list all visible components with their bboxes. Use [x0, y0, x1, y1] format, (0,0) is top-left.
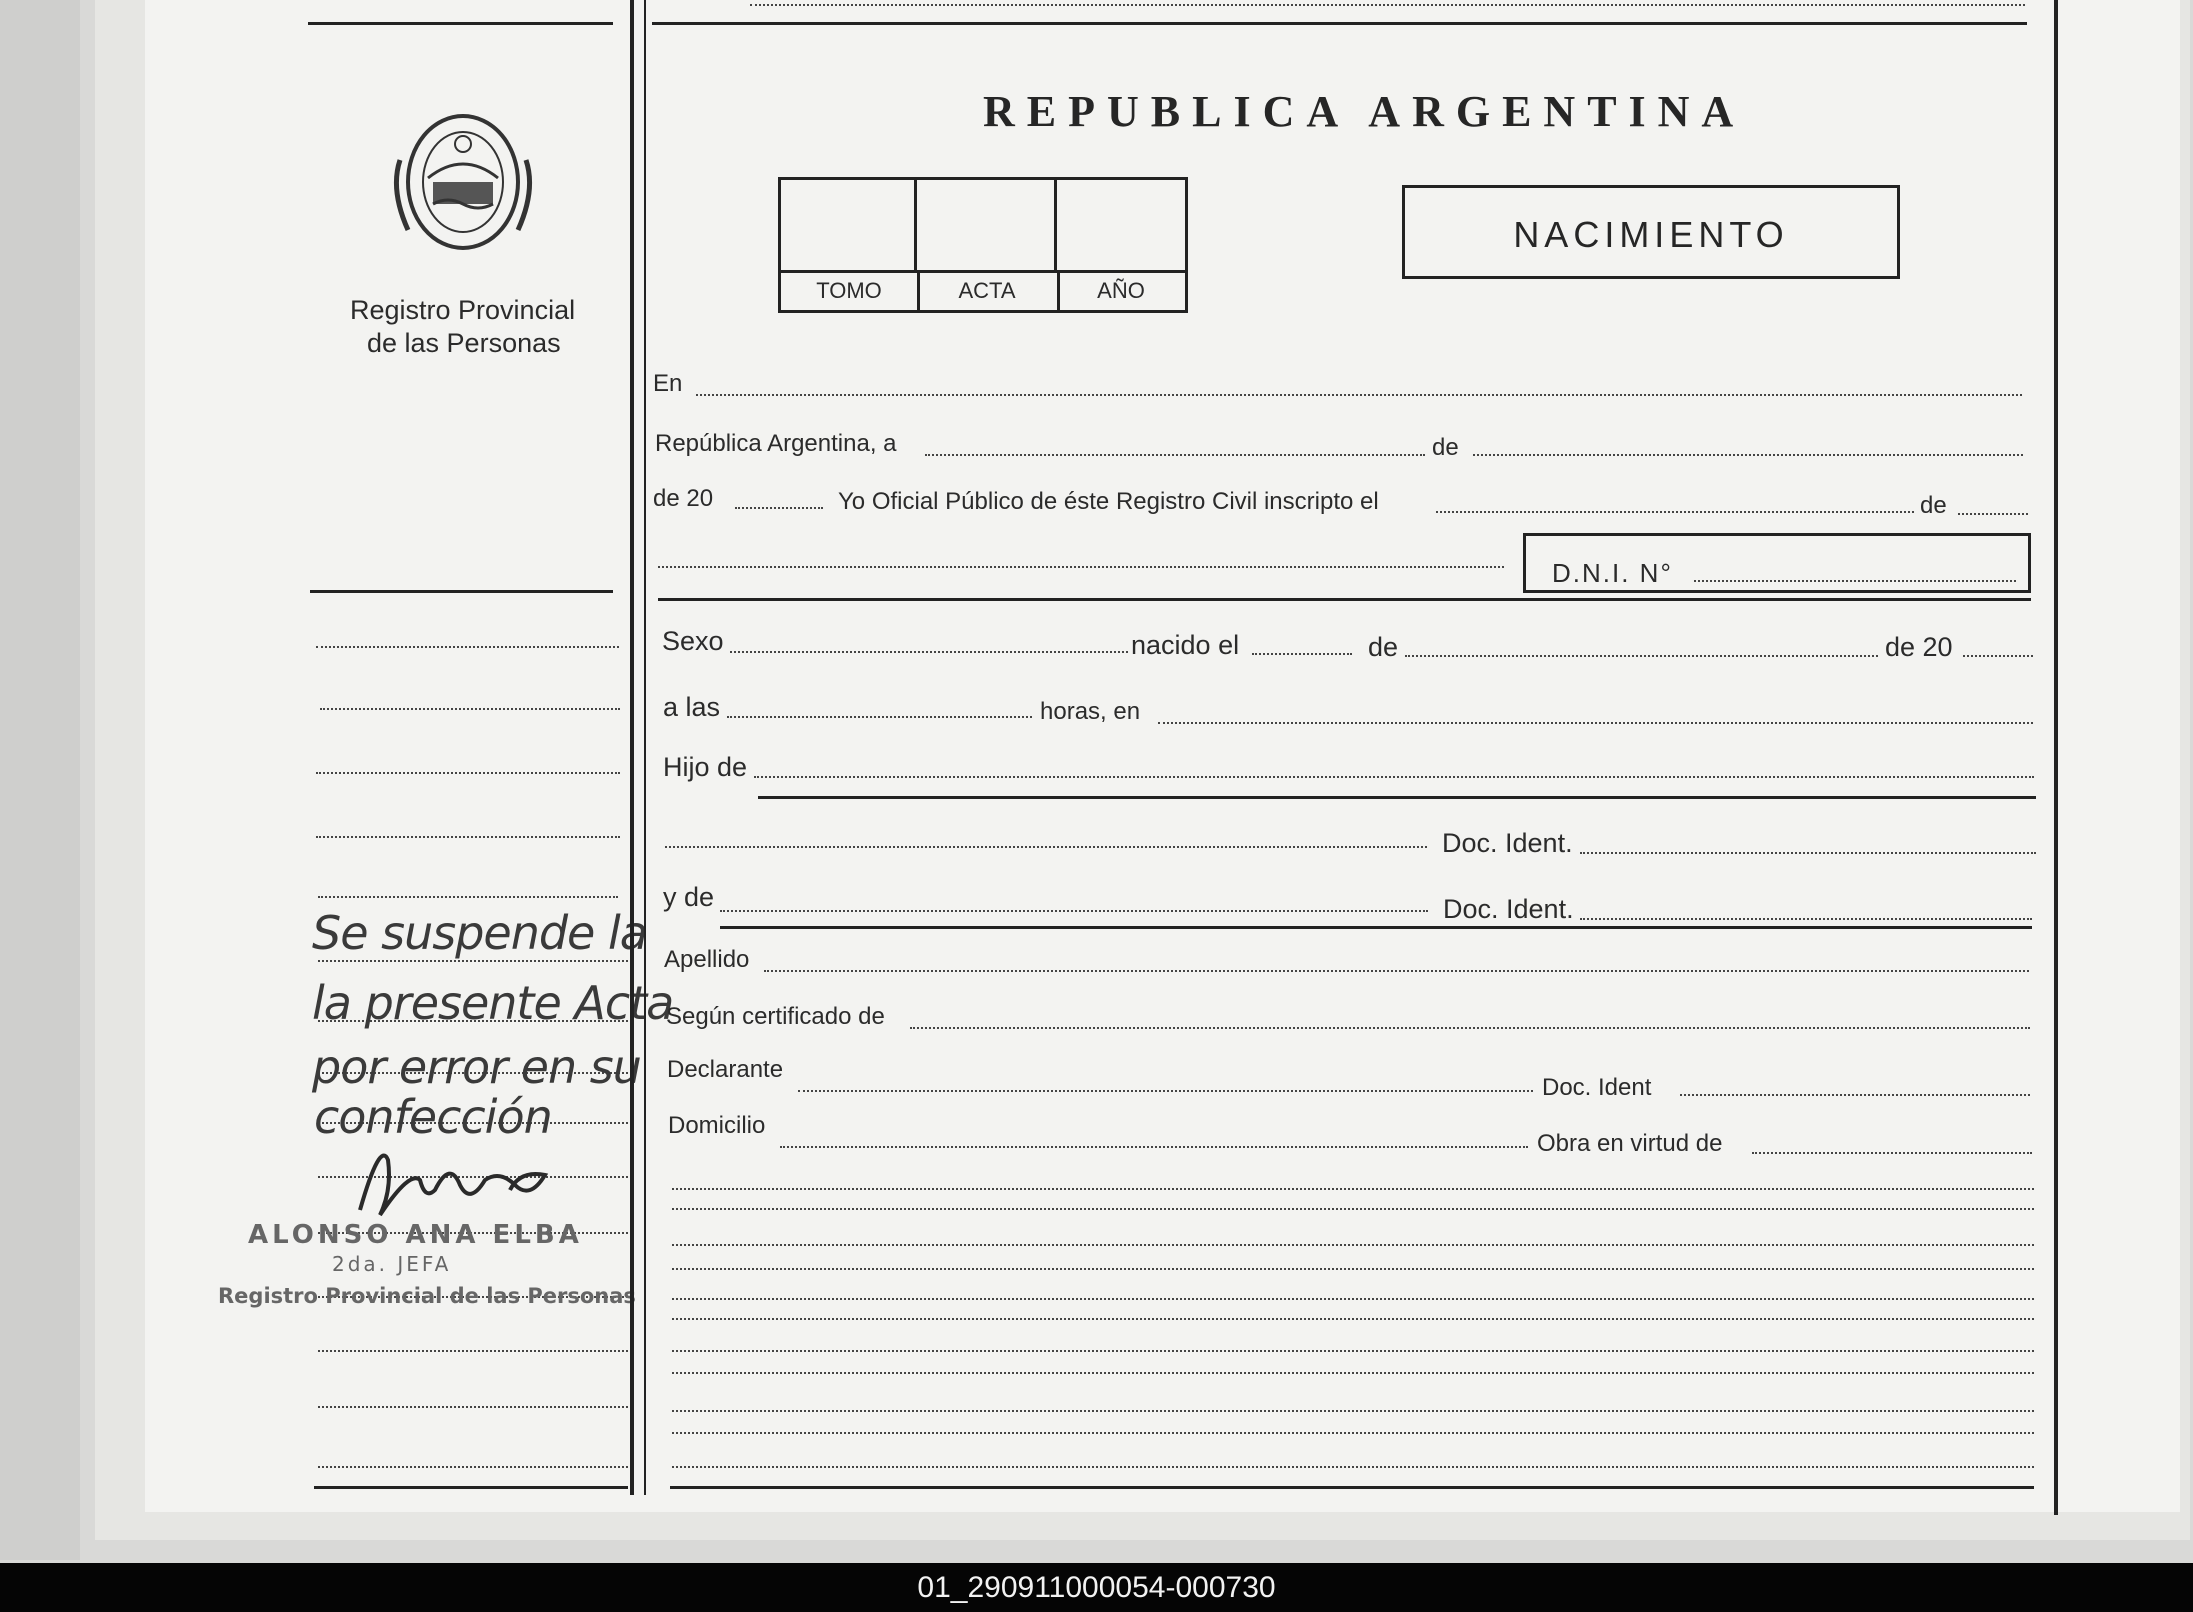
padre-field [754, 776, 2034, 778]
de-label: de [1432, 434, 1459, 461]
stamp-name: ALONSO ANA ELBA [248, 1220, 583, 1250]
day-field [925, 454, 1425, 456]
top-rule [652, 22, 2027, 25]
left-dotted-line [318, 1466, 628, 1468]
y-de-label: y de [663, 882, 715, 912]
dni-label: D.N.I. N° [1552, 558, 1673, 588]
de20-label-2: de 20 [1885, 632, 1953, 662]
blank-line [672, 1350, 2034, 1352]
declarante-doc-field [1680, 1094, 2030, 1096]
registry-caption-line2: de las Personas [367, 328, 561, 358]
obra-label: Obra en virtud de [1537, 1130, 1723, 1157]
handwritten-note-line1: Se suspende la [312, 906, 647, 960]
stamp-office: Registro Provincial de las Personas [218, 1284, 636, 1308]
left-bottom-rule [314, 1486, 628, 1489]
tomo-cell [781, 180, 917, 270]
left-dotted-line [318, 1350, 628, 1352]
registry-caption-line1: Registro Provincial [350, 295, 576, 325]
padre-rule [758, 796, 2036, 799]
blank-line [672, 1432, 2034, 1434]
sexo-label: Sexo [662, 626, 724, 656]
inscripto-field [1436, 511, 1914, 513]
blank-line [672, 1372, 2034, 1374]
left-dotted-line [318, 960, 628, 962]
signature [340, 1130, 560, 1230]
province-seal-icon [388, 100, 538, 270]
declarante-field [798, 1090, 1533, 1092]
horas-label: horas, en [1040, 698, 1141, 725]
domicilio-field [780, 1146, 1528, 1148]
column-divider-inner [644, 0, 646, 1495]
column-divider [630, 0, 634, 1495]
document-title: REPUBLICA ARGENTINA [983, 87, 1746, 136]
left-dotted-line [316, 646, 619, 648]
oficial-name-field [658, 566, 1504, 568]
de-label-2: de [1920, 492, 1947, 519]
bottom-rule [670, 1486, 2034, 1489]
nacido-day-field [1252, 653, 1352, 655]
en-label: En [653, 370, 683, 397]
a-las-label: a las [663, 692, 721, 722]
tomo-acta-ano-table [778, 177, 1188, 313]
apellido-label: Apellido [664, 946, 750, 973]
right-border [2054, 0, 2058, 1515]
madre-field [720, 910, 1428, 912]
ano-label: AÑO [1097, 278, 1145, 303]
blank-line [672, 1188, 2034, 1190]
blank-line [672, 1244, 2034, 1246]
domicilio-label: Domicilio [668, 1112, 766, 1139]
dni-box [1523, 533, 2031, 593]
blank-line [672, 1208, 2034, 1210]
acta-label: ACTA [958, 278, 1016, 303]
republica-label: República Argentina, a [655, 430, 897, 457]
top-dotted-line [750, 4, 2025, 6]
apellido-field [764, 970, 2029, 972]
table-caption-rule [781, 270, 1185, 273]
de-label-3: de [1368, 632, 1399, 662]
inscripto-month-field [1958, 513, 2028, 515]
file-id-bar [0, 1563, 2193, 1612]
left-dotted-line [320, 708, 620, 710]
background-edge [0, 0, 80, 1560]
handwritten-note-line4: confección [314, 1090, 552, 1144]
dni-field [1694, 580, 2016, 582]
blank-line [672, 1298, 2034, 1300]
doc-ident-label-2: Doc. Ident. [1443, 894, 1574, 924]
declarante-label: Declarante [667, 1056, 784, 1083]
month-field [1473, 454, 2023, 456]
doc-ident-label-1: Doc. Ident. [1442, 828, 1573, 858]
blank-line [672, 1268, 2034, 1270]
nacido-year-field [1963, 655, 2033, 657]
left-top-rule [308, 22, 613, 25]
section-rule [658, 598, 2031, 601]
nacido-label: nacido el [1131, 630, 1240, 660]
obra-field [1752, 1152, 2032, 1154]
stamp-role: 2da. JEFA [332, 1252, 452, 1276]
handwritten-note-line3: por error en su [312, 1040, 641, 1094]
segun-label: Según certificado de [666, 1003, 885, 1030]
hijo-de-label: Hijo de [663, 752, 748, 782]
de20-label: de 20 [653, 485, 714, 512]
blank-line [672, 1466, 2034, 1468]
padre-nombre-field [665, 846, 1427, 848]
lugar-field [1158, 722, 2033, 724]
record-type-label: NACIMIENTO [1513, 214, 1789, 255]
certificado-field [910, 1027, 2030, 1029]
left-dotted-line [316, 836, 620, 838]
doc-ident-label-3: Doc. Ident [1542, 1074, 1652, 1101]
file-id-text: 01_290911000054-000730 [917, 1571, 1276, 1604]
left-dotted-line [318, 1406, 628, 1408]
tomo-label: TOMO [816, 278, 882, 303]
record-type-box [1402, 185, 1900, 279]
nacido-month-field [1405, 655, 1878, 657]
hora-field [727, 716, 1032, 718]
sexo-field [730, 651, 1128, 653]
blank-line [672, 1318, 2034, 1320]
oficial-label: Yo Oficial Público de éste Registro Civil inscripto el [838, 488, 1379, 515]
blank-line [672, 1410, 2034, 1412]
acta-cell [917, 180, 1057, 270]
left-mid-rule [310, 590, 613, 593]
en-field [696, 394, 2022, 396]
madre-rule [720, 926, 2032, 929]
year-field [735, 507, 823, 509]
padre-doc-field [1580, 852, 2036, 854]
handwritten-note-line2: la presente Acta [312, 976, 674, 1030]
left-dotted-line [316, 772, 620, 774]
left-dotted-line [318, 896, 618, 898]
madre-doc-field [1580, 918, 2032, 920]
